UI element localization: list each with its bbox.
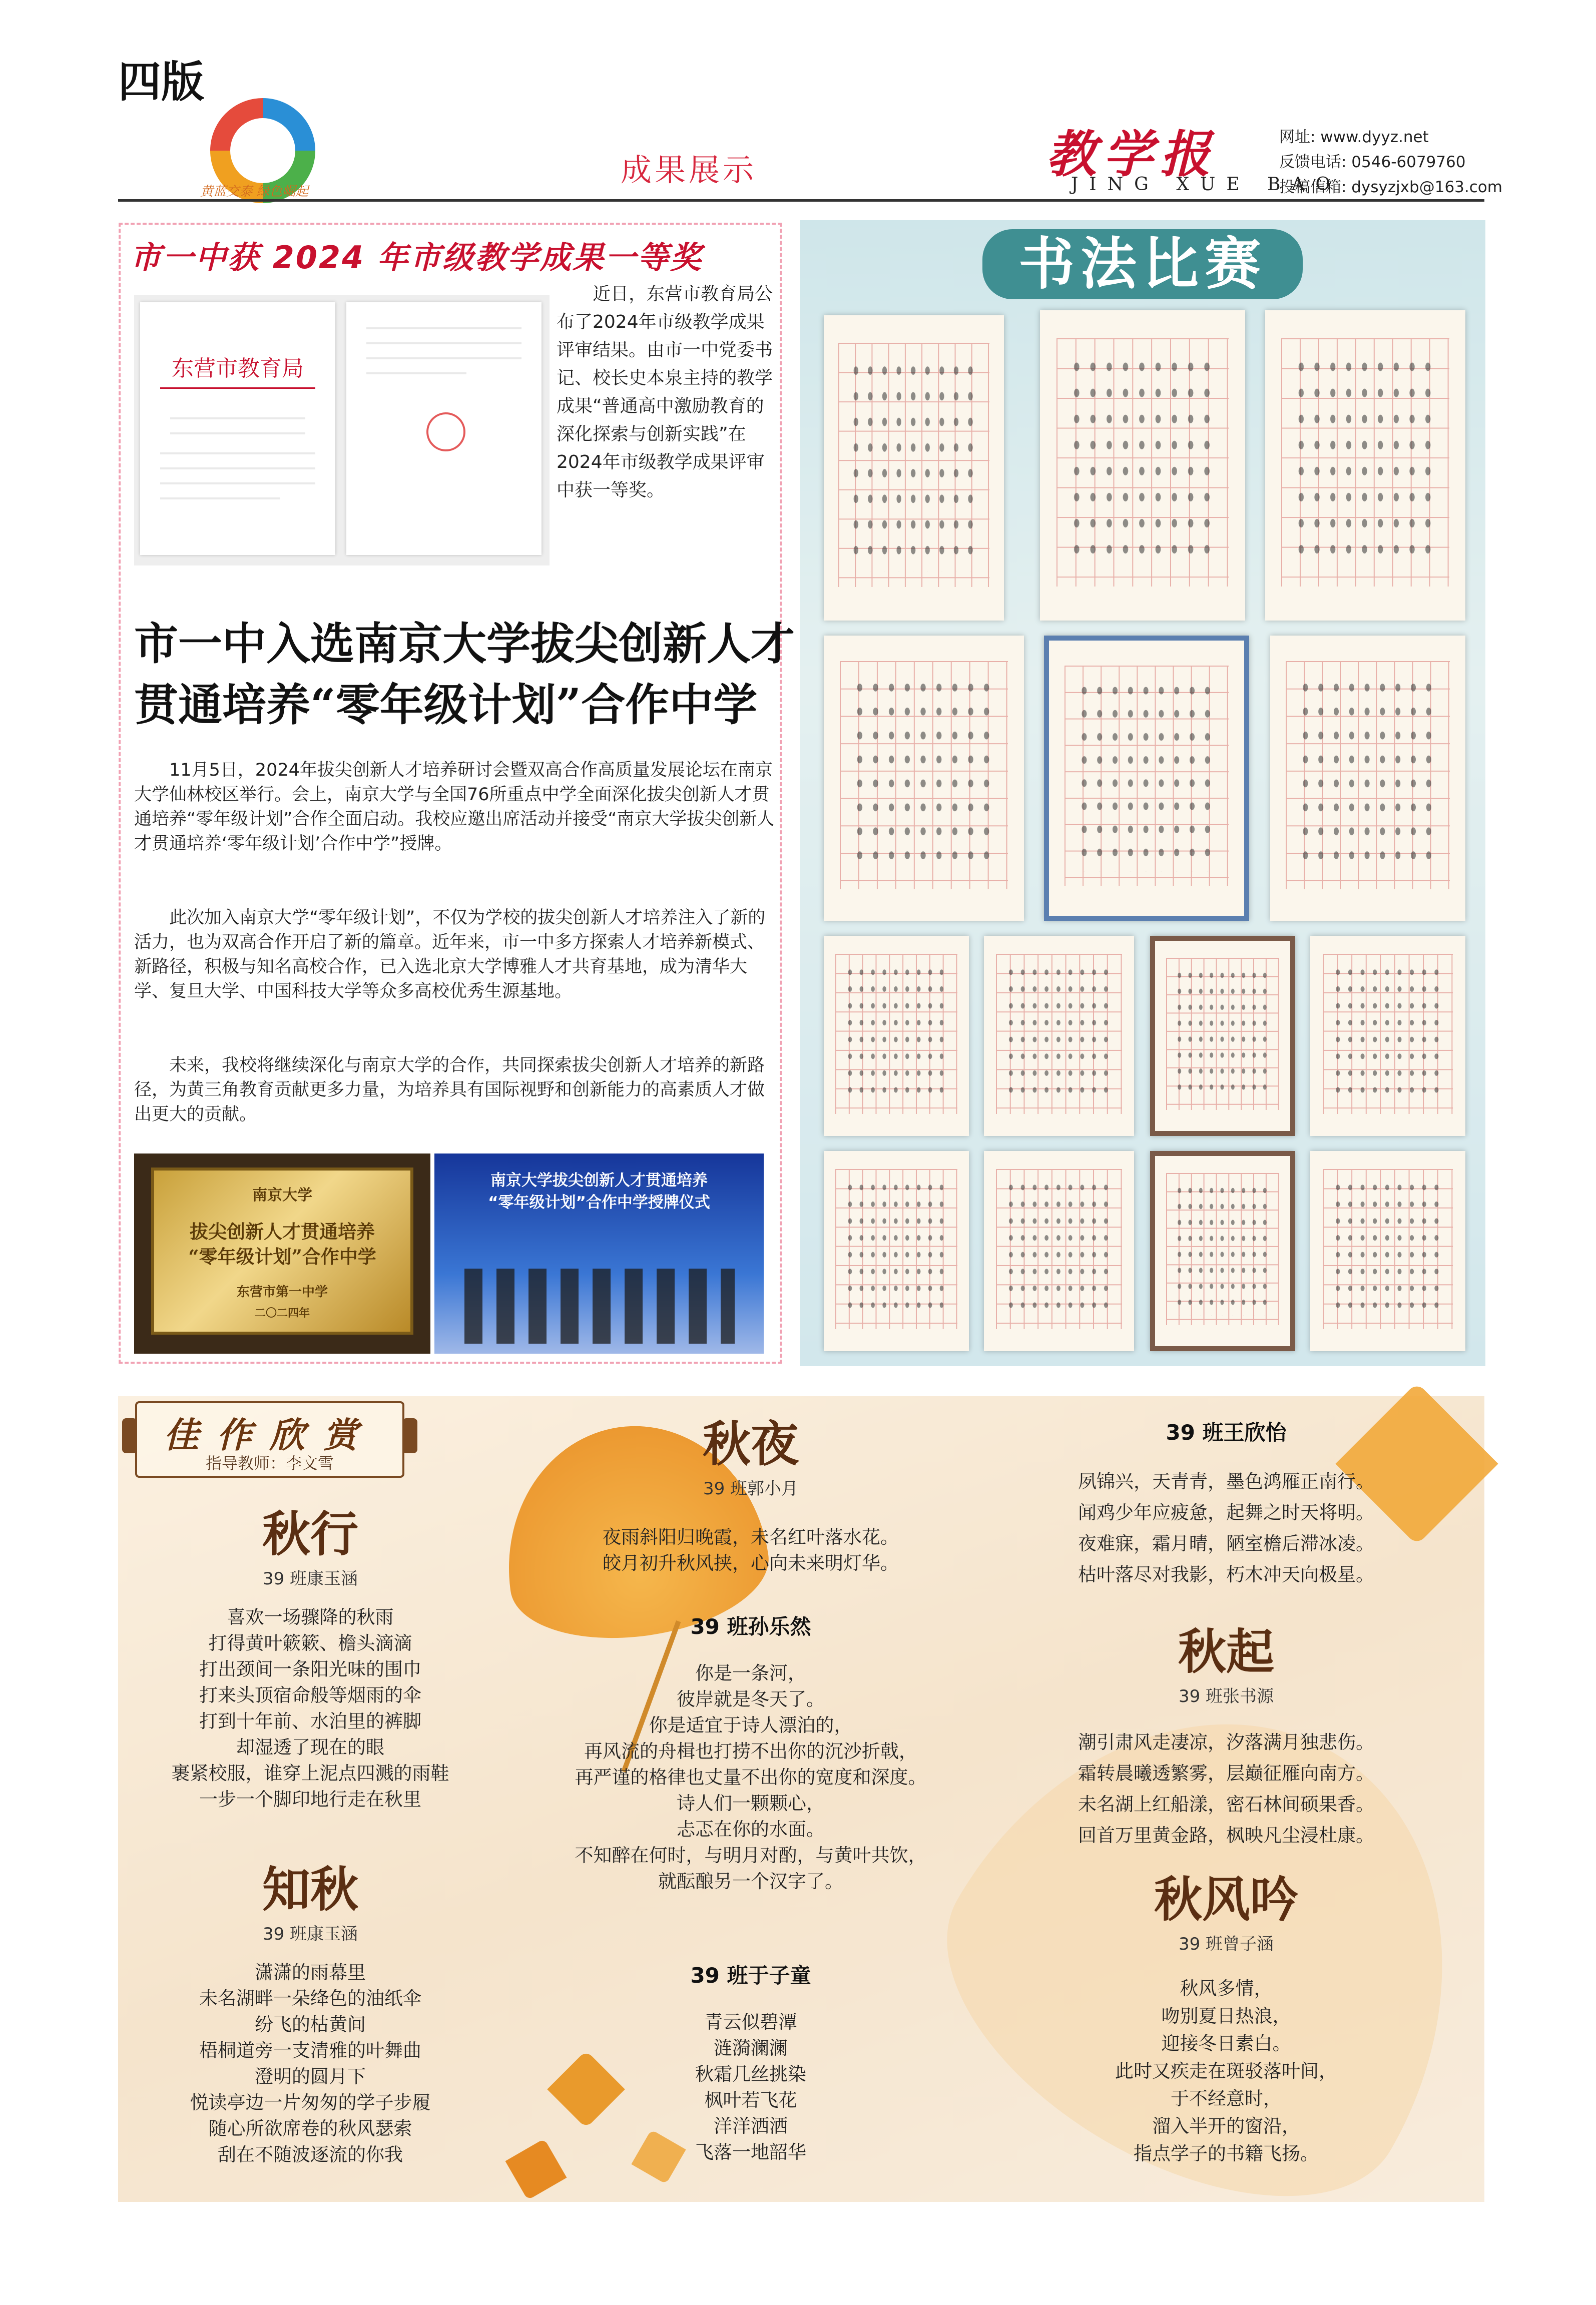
poem-title: 秋夜 — [703, 1416, 799, 1472]
poem-title: 39 班孙乐然 — [690, 1614, 811, 1639]
plaque-year: 二〇二四年 — [254, 1307, 310, 1320]
newspaper-brand-pinyin: JING XUE BAO — [1071, 174, 1342, 195]
work-ink — [1332, 1179, 1443, 1319]
poem-wangxinyi — [1001, 1416, 1451, 1590]
article2-paragraph: 此次加入南京大学“零年级计划”，不仅为学校的拔尖创新人才培养注入了新的活力，也为双高合作开启了新的篇章。近年来，市一中多方探索人才培养新模式、新路径，积极与知名高校合作，已入选北京大学博雅人才共育基地，成为清华大学、复旦大学、中国科技大学等众多高校优秀生源基地。 — [134, 908, 766, 1001]
poem-line: 霜转晨曦透繁雾，层巅征雁向南方。 — [1078, 1763, 1374, 1784]
article2-title — [134, 613, 795, 735]
poem-qiufengyin — [1001, 1862, 1451, 2167]
poem-line: 喜欢一场骤降的秋雨 — [227, 1606, 394, 1628]
work-ink — [844, 1179, 949, 1319]
poem-qiuxing — [135, 1496, 485, 1813]
poem-line: 于不经意时， — [1171, 2088, 1282, 2109]
poem-line: 涟漪澜澜 — [714, 2037, 788, 2059]
poem-line: 再风流的舟楫也打捞不出你的沉沙折戟， — [584, 1741, 917, 1762]
work-ink — [849, 358, 978, 571]
document-line — [366, 342, 521, 344]
calligraphy-work — [824, 1151, 969, 1351]
article2-paragraph: 11月5日，2024年拔尖创新人才培养研讨会暨双高合作高质量发展论坛在南京大学仙林校区举行。会上，南京大学与全国76所重点中学全面深化拔尖创新人才贯通培养“零年级计划”合作全面启动。我校应邀出席活动并接受“南京大学拔尖创新人才贯通培养‘零年级计划’合作中学”授牌。 — [134, 760, 775, 854]
poem-qiuye — [500, 1406, 1001, 1576]
poem-line: 闻鸡少年应疲惫，起舞之时天将明。 — [1078, 1502, 1374, 1523]
document-line — [170, 432, 305, 434]
phone-text: 反馈电话: 0546-6079760 — [1279, 153, 1466, 171]
poem-line: 未名湖上红船漾，密石林间硕果香。 — [1078, 1794, 1374, 1815]
school-logo-center — [230, 118, 295, 183]
poem-line: 就酝酿另一个汉字了。 — [658, 1871, 843, 1892]
poem-title: 39 班于子童 — [690, 1963, 811, 1988]
poem-qiuqi — [1001, 1614, 1451, 1851]
plaque-line2: “零年级计划”合作中学 — [188, 1246, 376, 1268]
work-ink — [1174, 967, 1271, 1100]
poem-line: 枫叶若飞花 — [704, 2089, 797, 2111]
poem-line: 诗人们一颗颗心， — [677, 1793, 825, 1814]
calligraphy-work — [984, 1151, 1134, 1351]
column-title: 佳作欣赏 — [164, 1414, 376, 1456]
poem-line: 彼岸就是冬天了。 — [677, 1688, 825, 1710]
poem-line: 悦读亭边一片匆匆的学子步履 — [190, 2092, 431, 2113]
work-ink — [1005, 1179, 1113, 1319]
poem-line: 再严谨的格律也丈量不出你的宽度和深度。 — [575, 1767, 927, 1788]
poem-line: 溜入半开的窗沿， — [1152, 2115, 1300, 2137]
document-header: 东营市教育局 — [172, 356, 304, 381]
poem-line: 打来头顶宿命般等烟雨的伞 — [199, 1684, 421, 1706]
official-seal — [426, 412, 465, 451]
calligraphy-work — [984, 936, 1134, 1136]
calligraphy-title: 书法比赛 — [982, 229, 1303, 299]
work-ink — [1174, 1183, 1271, 1316]
poem-author: 39 班郭小月 — [703, 1479, 799, 1499]
calligraphy-work — [1310, 936, 1465, 1136]
poem-title: 39 班王欣怡 — [1166, 1420, 1287, 1445]
document-line — [366, 327, 521, 329]
poem-line: 此时又疾走在斑驳落叶间， — [1115, 2060, 1337, 2082]
document-line — [170, 417, 305, 419]
poem-line: 飞落一地韶华 — [695, 2141, 806, 2163]
poem-author: 39 班康玉涵 — [262, 1924, 358, 1944]
poem-line: 却湿透了现在的眼 — [236, 1737, 384, 1758]
poem-line: 洋洋洒洒 — [714, 2115, 788, 2137]
plaque-line1: 拔尖创新人才贯通培养 — [190, 1221, 375, 1243]
article2-title-line1: 市一中入选南京大学拔尖创新人才 — [134, 618, 795, 670]
work-ink — [844, 964, 949, 1104]
poem-line: 青云似碧潭 — [704, 2011, 797, 2033]
poem-author: 39 班张书源 — [1178, 1686, 1274, 1706]
poem-line: 回首万里黄金路，枫映凡尘浸杜康。 — [1078, 1825, 1374, 1846]
newspaper-brand: 教学报 — [1046, 125, 1217, 184]
article1-body: 近日，东营市教育局公布了2024年市级教学成果评审结果。由市一中党委书记、校长史本泉主持的教学成果“普通高中激励教育的深化探索与创新实践”在2024年市级教学成果评审中获一等奖。 — [557, 284, 773, 500]
calligraphy-work — [1040, 310, 1245, 621]
poem-line: 打出颈间一条阳光味的围巾 — [199, 1658, 421, 1680]
poem-title: 秋行 — [262, 1506, 358, 1562]
ceremony-banner-line1: 南京大学拔尖创新人才贯通培养 — [490, 1172, 708, 1190]
calligraphy-work — [1270, 636, 1465, 921]
poem-yuzitong — [500, 1959, 1001, 2165]
document-line — [366, 372, 466, 374]
document-line — [160, 452, 315, 454]
ceremony-photo — [434, 1154, 764, 1354]
poem-line: 夜难寐，霜月晴，陋室檐后滞冰凌。 — [1078, 1533, 1374, 1554]
website-text: 网址: www.dyyz.net — [1279, 128, 1429, 146]
calligraphy-work — [1150, 1151, 1295, 1351]
poem-line: 夜雨斜阳归晚霞，未名红叶落水花。 — [603, 1526, 899, 1548]
poem-line: 秋霜几丝挑染 — [695, 2063, 806, 2085]
poem-title: 秋风吟 — [1154, 1871, 1298, 1928]
poem-line: 澄明的圆月下 — [255, 2066, 366, 2087]
poem-line: 吻别夏日热浪， — [1161, 2005, 1291, 2027]
document-page-right — [346, 302, 542, 555]
article2-title-line2: 贯通培养“零年级计划”合作中学 — [134, 679, 758, 731]
work-ink — [852, 676, 996, 875]
section-title: 成果展示 — [621, 152, 757, 188]
school-motto: 黄蓝交泰 绿色崛起 — [200, 184, 309, 199]
document-line — [160, 467, 315, 469]
calligraphy-work — [824, 936, 969, 1136]
poem-title: 知秋 — [262, 1861, 358, 1918]
document-line — [160, 482, 315, 484]
article2-paragraph: 未来，我校将继续深化与南京大学的合作，共同探索拔尖创新人才培养的新路径，为黄三角教育贡献更多力量，为培养具有国际视野和创新能力的高素质人才做出更大的贡献。 — [134, 1055, 765, 1124]
poem-line: 刮在不随波逐流的你我 — [218, 2144, 403, 2165]
teacher-credit: 指导教师：李文雪 — [205, 1454, 334, 1473]
calligraphy-work — [824, 315, 1004, 621]
column-header-box — [135, 1401, 404, 1478]
award-document-photo — [134, 295, 550, 565]
poem-line: 你是适宜于诗人漂泊的， — [649, 1714, 853, 1736]
work-ink — [1077, 679, 1217, 872]
lantern-right-icon — [402, 1418, 417, 1453]
plaque-line3: 东营市第一中学 — [236, 1285, 328, 1300]
poem-line: 潇潇的雨幕里 — [255, 1962, 366, 1983]
poem-line: 不知醉在何时，与明月对酌，与黄叶共饮， — [575, 1845, 927, 1866]
page-number: 四版 — [118, 57, 204, 107]
poem-line: 皎月初升秋风挟，心向未来明灯华。 — [603, 1552, 899, 1574]
calligraphy-work — [1310, 1151, 1465, 1351]
poem-line: 梧桐道旁一支清雅的叶舞曲 — [199, 2040, 421, 2061]
poem-author: 39 班曾子涵 — [1178, 1934, 1274, 1954]
poem-line: 裹紧校服，谁穿上泥点四溅的雨鞋 — [171, 1763, 449, 1784]
document-red-rule — [160, 387, 315, 389]
poem-line: 忐忑在你的水面。 — [677, 1819, 825, 1840]
article1-title: 市一中获 2024 年市级教学成果一等奖 — [130, 239, 703, 276]
plaque-photo — [134, 1154, 430, 1354]
poem-line: 随心所欲席卷的秋风瑟索 — [208, 2118, 412, 2139]
poem-line: 你是一条河， — [695, 1662, 806, 1684]
ceremony-banner-line2: “零年级计划”合作中学授牌仪式 — [488, 1194, 710, 1212]
poem-author: 39 班康玉涵 — [262, 1569, 358, 1589]
poem-line: 潮引肃风走凄凉，汐落满月独悲伤。 — [1078, 1732, 1374, 1753]
poem-line: 枯叶落尽对我影，朽木冲天向极星。 — [1078, 1564, 1374, 1585]
email-text: 投稿信箱: dysyzjxb@163.com — [1279, 178, 1502, 196]
poem-line: 一步一个脚印地行走在秋里 — [199, 1789, 421, 1810]
poem-line: 迎接冬日素白。 — [1161, 2033, 1291, 2054]
plaque — [151, 1168, 413, 1335]
document-page-left — [140, 302, 335, 555]
poem-line: 秋风多情， — [1180, 1978, 1273, 1999]
calligraphy-work — [1150, 936, 1295, 1136]
poem-line: 指点学子的书籍飞扬。 — [1134, 2143, 1319, 2164]
calligraphy-work — [824, 636, 1024, 921]
poem-line: 纷飞的枯黄间 — [255, 2014, 366, 2035]
lantern-left-icon — [122, 1418, 137, 1453]
calligraphy-work — [1265, 310, 1465, 621]
poem-title: 秋起 — [1178, 1623, 1274, 1680]
document-line — [366, 357, 521, 359]
poem-line: 未名湖畔一朵绛色的油纸伞 — [199, 1988, 421, 2009]
work-ink — [1069, 354, 1216, 571]
poem-line: 夙锦兴，天青青，墨色鸿雁正南行。 — [1078, 1471, 1374, 1492]
header-divider — [118, 199, 1484, 202]
plaque-school: 南京大学 — [252, 1187, 312, 1204]
work-ink — [1005, 964, 1113, 1104]
ceremony-people — [464, 1269, 735, 1344]
poem-sunleran — [500, 1610, 1001, 1895]
work-ink — [1298, 676, 1438, 875]
work-ink — [1293, 354, 1437, 571]
calligraphy-poster — [800, 220, 1485, 1366]
work-ink — [1332, 964, 1443, 1104]
calligraphy-work — [1044, 636, 1249, 921]
poem-line: 打到十年前、水泊里的裤脚 — [199, 1710, 421, 1732]
poem-line: 打得黄叶簌簌、檐头滴滴 — [208, 1632, 412, 1654]
document-line — [160, 497, 280, 499]
poem-zhiqiu — [135, 1852, 485, 2168]
